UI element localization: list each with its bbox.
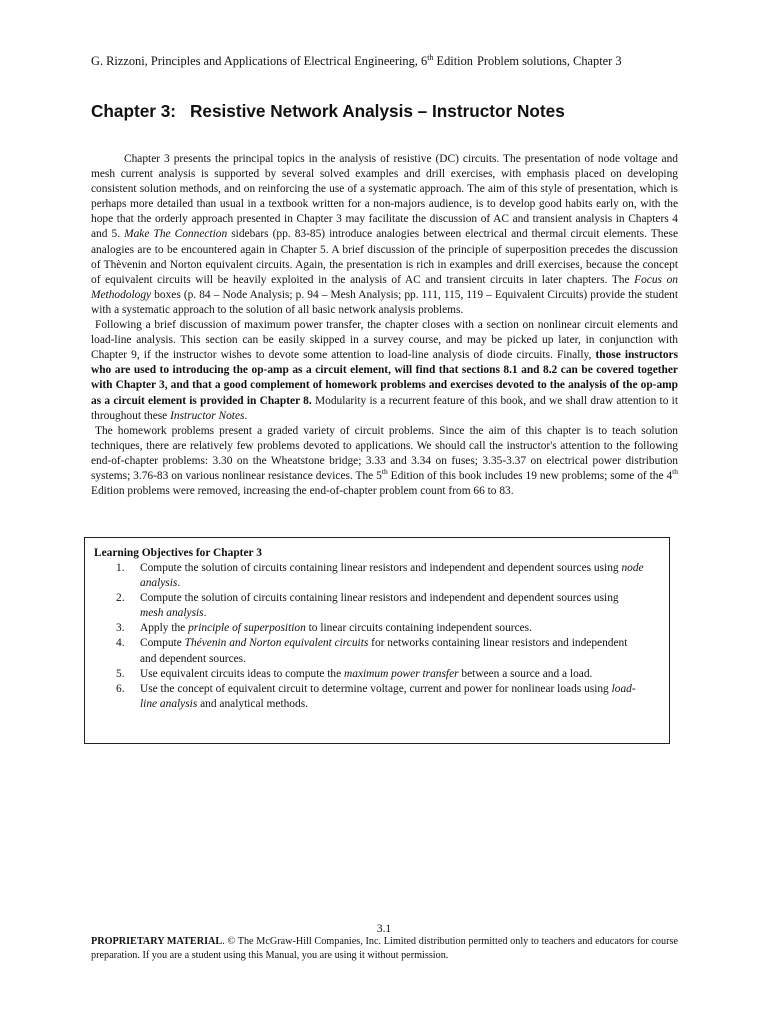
- instructor-notes-emphasis: Instructor Notes: [170, 409, 245, 422]
- paragraph-homework: [91, 424, 678, 499]
- objective-text: Use the concept of equivalent circuit to determine voltage, current and power for nonlinear loads using: [140, 682, 612, 695]
- paragraph-text: Following a brief discussion of maximum power transfer, the chapter closes with a section on nonlinear circuit elements and load-line analysis. This section can be easily skipped in a survey course, and may be picked up later, in conjunction with Chapter 9, if the instructor wishes to devote some attention to load-line analysis of diode circuits. Finally,: [91, 319, 678, 362]
- paragraph-text: Edition problems were removed, increasing the end-of-chapter problem count from 66 to 83.: [91, 485, 514, 498]
- paragraph-text: Chapter 3 presents the principal topics in the analysis of resistive (DC) circuits. The presentation of node voltage and mesh current analysis is supported by several solved examples and drill exercises, with emphasis placed on developing consistent solution methods, and on reinforcing the use of a systematic approach. The aim of this style of presentation, which is perhaps more detailed than usual in a textbook written for a non-majors audience, is to develop good habits early on, with the hope that the orderly approach presented in Chapter 3 may facilitate the discussion of AC and transient analysis in Chapters 4 and 5.: [91, 153, 678, 241]
- ordinal-superscript: th: [672, 467, 679, 477]
- proprietary-label: PROPRIETARY MATERIAL: [91, 936, 223, 947]
- op-amp-note-bold: those instructors who are used to introducing the op-amp as a circuit element, will find that sections 8.1 and 8.2 can be covered together with Chapter 3, and that a good complement of homework problems and exercises devoted to the analysis of the op-amp as a circuit element is provided in Chapter 8.: [91, 349, 679, 407]
- page-title: [91, 100, 691, 122]
- learning-objectives-box: [84, 537, 670, 744]
- objective-text: Compute the solution of circuits containing linear resistors and independent and dependent sources using: [140, 562, 622, 574]
- page-number: 3.1: [376, 923, 392, 935]
- body-text: [91, 152, 678, 499]
- objective-emphasis: principle of superposition: [188, 622, 306, 635]
- objective-number: 4.: [116, 637, 125, 650]
- chapter-title-text: Resistive Network Analysis – Instructor Notes: [190, 101, 565, 121]
- running-header: [91, 53, 691, 69]
- objective-number: 6.: [116, 682, 125, 695]
- objective-text: .: [177, 577, 181, 590]
- paragraph-text: Edition of this book includes 19 new problems; some of the 4: [387, 469, 673, 482]
- objective-item: [94, 667, 644, 682]
- paragraph-op-amp: [91, 318, 678, 424]
- objective-item: [94, 636, 644, 666]
- objective-text: for networks containing linear resistors and independent and dependent sources.: [140, 637, 628, 665]
- header-section: Problem solutions, Chapter 3: [477, 54, 622, 68]
- objective-text: .: [203, 607, 207, 620]
- objective-number: 3.: [116, 622, 125, 635]
- objective-text: to linear circuits containing independent sources.: [305, 622, 532, 635]
- objective-text: Compute the solution of circuits containing linear resistors and independent and dependent sources using: [140, 592, 619, 605]
- objective-text: and analytical methods.: [197, 697, 308, 710]
- paragraph-text: sidebars (pp. 83-85) introduce analogies between electrical and thermal circuit elements. These analogies are to be encountered again in Chapter 5. A brief discussion of the principle of superposition precedes the discussion of Thèvenin and Norton equivalent circuits. Again, the presentation is rich in examples and drill exercises, because the concept of equivalent circuits will be heavily exploited in the analysis of AC and transient circuits in later chapters. The: [91, 228, 679, 286]
- objective-emphasis: Thévenin and Norton equivalent circuits: [184, 637, 369, 650]
- objective-text: Apply the: [140, 622, 189, 635]
- objective-number: 2.: [116, 592, 125, 605]
- header-book-title: G. Rizzoni, Principles and Applications of Electrical Engineering, 6: [91, 54, 428, 68]
- objective-item: [94, 621, 644, 636]
- objective-emphasis: node analysis: [140, 562, 644, 590]
- objective-number: 5.: [116, 667, 125, 680]
- objective-item: [94, 591, 644, 621]
- paragraph-intro: [91, 152, 678, 318]
- ordinal-superscript: th: [381, 467, 388, 477]
- paragraph-text: Modularity is a recurrent feature of this book, and we shall draw attention to it throughout these: [91, 394, 678, 422]
- objective-emphasis: mesh analysis: [140, 607, 204, 620]
- paragraph-text: boxes (p. 84 – Node Analysis; p. 94 – Mesh Analysis; pp. 111, 115, 119 – Equivalent Circuits) provide the student with a systematic approach to the solution of all basic network analysis problems.: [91, 288, 678, 316]
- copyright-notice: [91, 935, 678, 963]
- objective-item: [94, 561, 644, 591]
- learning-objectives-list: [94, 561, 644, 712]
- header-edition-superscript: th: [427, 52, 434, 62]
- chapter-number: Chapter 3:: [91, 101, 176, 121]
- learning-objectives-title: Learning Objectives for Chapter 3: [94, 547, 262, 559]
- make-the-connection-emphasis: Make The Connection: [124, 228, 228, 241]
- objective-item: [94, 682, 644, 712]
- paragraph-text: .: [244, 409, 248, 422]
- header-edition-word: Edition: [433, 54, 474, 68]
- objective-emphasis: maximum power transfer: [344, 667, 459, 680]
- objective-text: Compute: [140, 637, 185, 650]
- focus-on-methodology-emphasis: Focus on Methodology: [91, 273, 678, 301]
- objective-text: Use equivalent circuits ideas to compute the: [140, 667, 345, 680]
- copyright-text: . © The McGraw-Hill Companies, Inc. Limited distribution permitted only to teachers and educators for course preparation. If you are a student using this Manual, you are using it without permission.: [91, 936, 678, 961]
- paragraph-text: The homework problems present a graded variety of circuit problems. Since the aim of this chapter is to teach solution techniques, there are relatively few problems devoted to applications. We should call the instructor's attention to the following end-of-chapter problems: 3.30 on the Wheatstone bridge; 3.33 and 3.34 on fuses; 3.35-3.37 on electrical power distribution systems; 3.76-83 on various nonlinear resistance devices. The 5: [91, 424, 678, 482]
- objective-text: between a source and a load.: [458, 667, 593, 680]
- objective-emphasis: load-line analysis: [140, 682, 636, 710]
- objective-number: 1.: [116, 562, 125, 574]
